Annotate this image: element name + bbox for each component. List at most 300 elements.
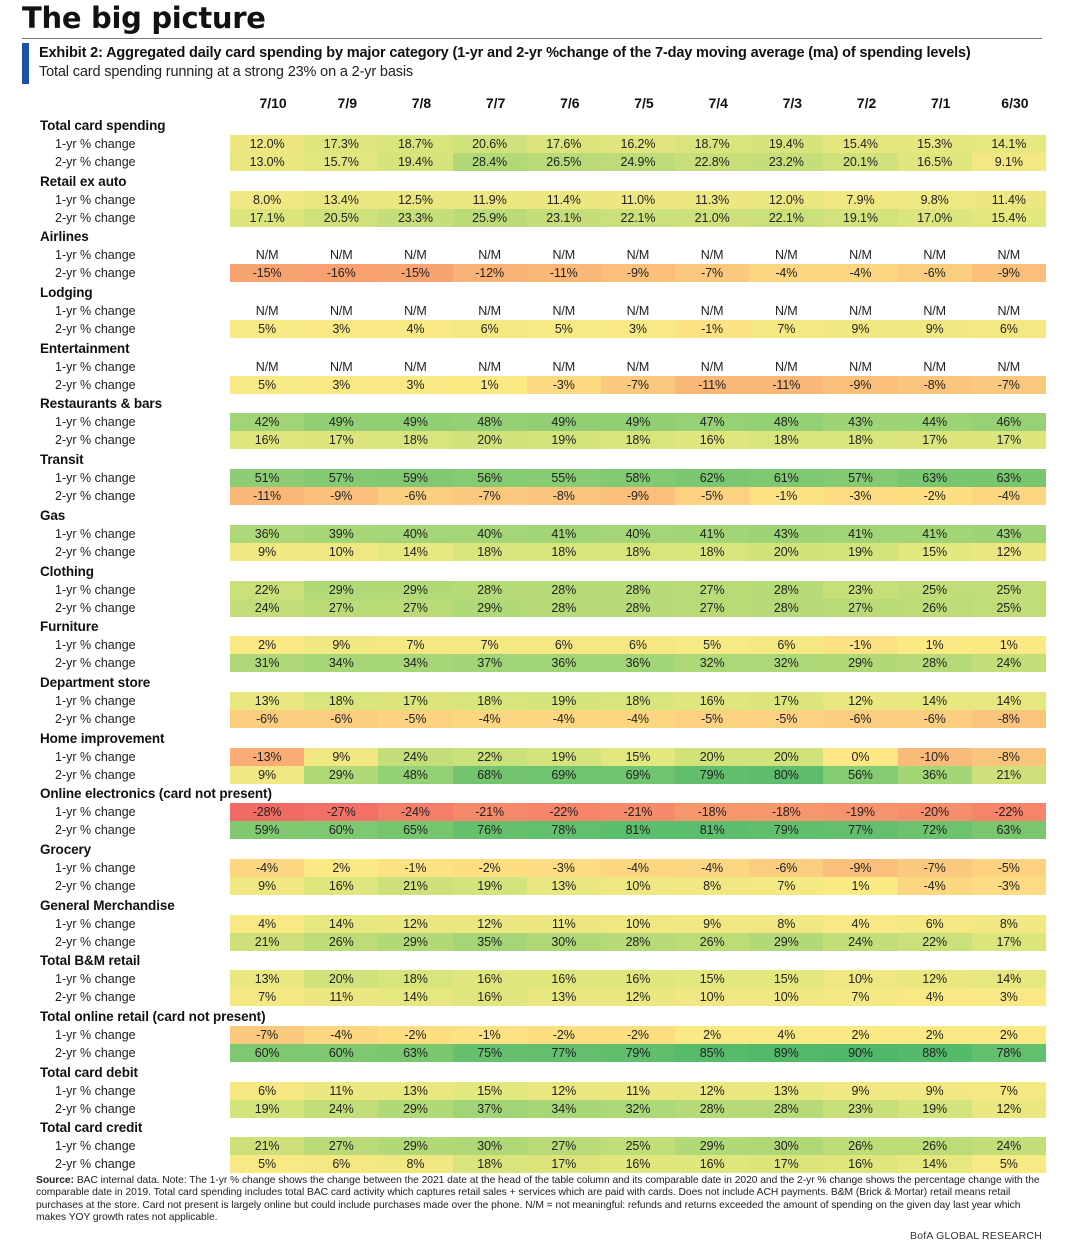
value-cells [230, 581, 1046, 599]
value-cell: N/M [453, 302, 527, 320]
value-cell: 17.1% [230, 209, 304, 227]
value-cells [230, 246, 1046, 264]
value-cell: 8% [972, 915, 1046, 933]
value-cell: 43% [823, 413, 897, 431]
value-cell: 7% [749, 320, 823, 338]
value-cells [230, 821, 1046, 839]
value-cell: -27% [304, 803, 378, 821]
row-label: 1-yr % change [55, 749, 136, 764]
value-cell: 32% [675, 654, 749, 672]
category-block [36, 840, 1046, 896]
value-cell: 19% [527, 748, 601, 766]
value-cell: 27% [378, 599, 452, 617]
value-cell: 30% [527, 933, 601, 951]
value-cell: 1% [972, 636, 1046, 654]
value-cell: 15% [898, 543, 972, 561]
value-cell: -2% [601, 1026, 675, 1044]
value-cell: 17% [749, 692, 823, 710]
value-cell: 20.1% [823, 153, 897, 171]
value-cell: 13% [230, 692, 304, 710]
value-cell: 8% [378, 1155, 452, 1173]
one-year-change-row [36, 859, 1046, 877]
value-cell: 7% [749, 877, 823, 895]
value-cell: 88% [898, 1044, 972, 1062]
category-block [36, 1007, 1046, 1063]
row-label: 2-yr % change [55, 990, 136, 1005]
value-cell: 18% [304, 692, 378, 710]
value-cell: 11% [304, 1082, 378, 1100]
value-cell: 27% [675, 599, 749, 617]
value-cells [230, 525, 1046, 543]
value-cell: 2% [898, 1026, 972, 1044]
two-year-change-row [36, 543, 1046, 561]
row-label: 1-yr % change [55, 1139, 136, 1154]
value-cell: -3% [527, 376, 601, 394]
row-label: 2-yr % change [55, 433, 136, 448]
value-cell: N/M [601, 302, 675, 320]
value-cell: 15.4% [823, 135, 897, 153]
value-cell: 11.9% [453, 191, 527, 209]
value-cell: 18% [823, 431, 897, 449]
row-label: 2-yr % change [55, 823, 136, 838]
value-cell: -6% [898, 264, 972, 282]
value-cell: -4% [601, 710, 675, 728]
value-cell: 26.5% [527, 153, 601, 171]
value-cell: 72% [898, 821, 972, 839]
value-cells [230, 413, 1046, 431]
row-label: 1-yr % change [55, 805, 136, 820]
value-cell: 24% [304, 1100, 378, 1118]
value-cell: N/M [230, 358, 304, 376]
value-cell: 25.9% [453, 209, 527, 227]
value-cell: 16% [601, 970, 675, 988]
value-cells [230, 209, 1046, 227]
value-cells [230, 320, 1046, 338]
value-cell: 12.0% [230, 135, 304, 153]
value-cell: 16% [675, 1155, 749, 1173]
value-cell: 48% [749, 413, 823, 431]
row-label: 1-yr % change [55, 137, 136, 151]
value-cell: 13% [378, 1082, 452, 1100]
row-label: 1-yr % change [55, 1083, 136, 1098]
value-cell: 37% [453, 1100, 527, 1118]
value-cell: N/M [823, 358, 897, 376]
value-cell: 3% [304, 376, 378, 394]
value-cell: 17.0% [898, 209, 972, 227]
value-cell: 35% [453, 933, 527, 951]
value-cell: 15.7% [304, 153, 378, 171]
value-cell: 14% [972, 970, 1046, 988]
value-cell: 79% [601, 1044, 675, 1062]
value-cell: 39% [304, 525, 378, 543]
value-cell: -5% [675, 710, 749, 728]
brand-label: BofA GLOBAL RESEARCH [910, 1230, 1042, 1242]
value-cell: 56% [453, 469, 527, 487]
value-cell: 41% [898, 525, 972, 543]
value-cell: 49% [601, 413, 675, 431]
value-cell: 79% [675, 766, 749, 784]
value-cells [230, 376, 1046, 394]
row-label: 2-yr % change [55, 544, 136, 559]
value-cells [230, 636, 1046, 654]
row-label: 1-yr % change [55, 972, 136, 987]
value-cell: 68% [453, 766, 527, 784]
value-cell: -18% [749, 803, 823, 821]
value-cell: 12% [972, 543, 1046, 561]
two-year-change-row [36, 1155, 1046, 1173]
value-cell: 14% [898, 692, 972, 710]
value-cell: 60% [230, 1044, 304, 1062]
value-cell: 26% [823, 1137, 897, 1155]
value-cell: -8% [972, 748, 1046, 766]
value-cell: 25% [601, 1137, 675, 1155]
row-label: 2-yr % change [55, 489, 136, 504]
one-year-change-row [36, 803, 1046, 821]
category-block [36, 951, 1046, 1007]
value-cells [230, 877, 1046, 895]
one-year-change-row [36, 469, 1046, 487]
value-cell: 55% [527, 469, 601, 487]
value-cell: 3% [304, 320, 378, 338]
value-cell: 12% [527, 1082, 601, 1100]
value-cells [230, 599, 1046, 617]
value-cell: 19.1% [823, 209, 897, 227]
value-cell: 17% [972, 431, 1046, 449]
value-cells [230, 1100, 1046, 1118]
value-cell: 21.0% [675, 209, 749, 227]
page-title: The big picture [22, 1, 266, 35]
value-cell: N/M [972, 302, 1046, 320]
value-cell: 6% [972, 320, 1046, 338]
value-cell: 19% [527, 431, 601, 449]
value-cell: 75% [453, 1044, 527, 1062]
value-cell: 22% [898, 933, 972, 951]
column-header-date: 7/2 [856, 95, 877, 111]
value-cell: 12% [378, 915, 452, 933]
value-cell: 16% [304, 877, 378, 895]
value-cell: 21% [230, 933, 304, 951]
value-cell: 7% [823, 988, 897, 1006]
value-cell: 9% [823, 1082, 897, 1100]
value-cell: 12.0% [749, 191, 823, 209]
value-cell: 9% [230, 877, 304, 895]
value-cell: N/M [453, 358, 527, 376]
row-label: 2-yr % change [55, 155, 136, 169]
value-cell: 20% [453, 431, 527, 449]
value-cell: 9% [823, 320, 897, 338]
value-cell: 27% [527, 1137, 601, 1155]
column-header-date: 7/9 [337, 95, 357, 111]
row-label: 1-yr % change [55, 693, 136, 708]
value-cell: -9% [304, 487, 378, 505]
row-label: 1-yr % change [55, 248, 136, 263]
value-cell: 5% [230, 1155, 304, 1173]
two-year-change-row [36, 988, 1046, 1006]
value-cell: 18% [527, 543, 601, 561]
value-cell: 25% [972, 581, 1046, 599]
value-cell: 17% [749, 1155, 823, 1173]
value-cell: -11% [675, 376, 749, 394]
value-cell: 9% [304, 636, 378, 654]
value-cells [230, 264, 1046, 282]
one-year-change-row [36, 636, 1046, 654]
value-cells [230, 469, 1046, 487]
value-cell: -21% [601, 803, 675, 821]
value-cell: 19% [898, 1100, 972, 1118]
value-cells [230, 1155, 1046, 1173]
two-year-change-row [36, 320, 1046, 338]
value-cell: 6% [230, 1082, 304, 1100]
value-cells [230, 431, 1046, 449]
value-cell: 21% [378, 877, 452, 895]
value-cell: -4% [972, 487, 1046, 505]
value-cell: 18% [601, 692, 675, 710]
value-cell: 9.8% [898, 191, 972, 209]
value-cell: -4% [230, 859, 304, 877]
value-cell: 20.6% [453, 135, 527, 153]
value-cell: 10% [823, 970, 897, 988]
value-cell: 1% [898, 636, 972, 654]
row-label: 2-yr % change [55, 711, 136, 726]
value-cell: 5% [527, 320, 601, 338]
category-title: Transit [40, 452, 84, 468]
value-cell: 16.5% [898, 153, 972, 171]
value-cell: 36% [527, 654, 601, 672]
value-cell: N/M [378, 358, 452, 376]
one-year-change-row [36, 748, 1046, 766]
value-cell: 5% [972, 1155, 1046, 1173]
value-cell: 29% [675, 1137, 749, 1155]
category-block [36, 673, 1046, 729]
value-cell: 5% [230, 320, 304, 338]
value-cell: N/M [749, 246, 823, 264]
value-cell: N/M [749, 358, 823, 376]
value-cell: 76% [453, 821, 527, 839]
value-cell: 19% [453, 877, 527, 895]
value-cell: 26% [304, 933, 378, 951]
value-cell: 10% [304, 543, 378, 561]
value-cell: N/M [823, 246, 897, 264]
value-cell: 10% [601, 915, 675, 933]
value-cell: 15% [675, 970, 749, 988]
value-cell: 7% [378, 636, 452, 654]
value-cell: -9% [823, 859, 897, 877]
value-cell: 59% [230, 821, 304, 839]
value-cell: 9.1% [972, 153, 1046, 171]
value-cell: N/M [453, 246, 527, 264]
value-cell: 77% [527, 1044, 601, 1062]
value-cell: 14% [378, 988, 452, 1006]
value-cell: 16% [230, 431, 304, 449]
value-cell: -9% [972, 264, 1046, 282]
value-cell: 59% [378, 469, 452, 487]
value-cell: 25% [898, 581, 972, 599]
category-block [36, 450, 1046, 506]
value-cell: 41% [823, 525, 897, 543]
row-label: 2-yr % change [55, 878, 136, 893]
value-cell: 49% [527, 413, 601, 431]
value-cell: 26% [898, 1137, 972, 1155]
value-cell: N/M [304, 302, 378, 320]
value-cell: 19% [527, 692, 601, 710]
value-cell: 4% [823, 915, 897, 933]
value-cell: 17% [527, 1155, 601, 1173]
value-cell: 28% [601, 933, 675, 951]
value-cell: 16% [527, 970, 601, 988]
exhibit-subtitle: Total card spending running at a strong 23% on a 2-yr basis [39, 64, 414, 80]
value-cell: 23% [823, 1100, 897, 1118]
row-label: 2-yr % change [55, 1157, 136, 1172]
category-title: Clothing [40, 563, 94, 579]
value-cell: 65% [378, 821, 452, 839]
value-cell: 47% [675, 413, 749, 431]
value-cell: 19.4% [378, 153, 452, 171]
value-cell: 1% [823, 877, 897, 895]
value-cell: 8.0% [230, 191, 304, 209]
value-cell: -5% [675, 487, 749, 505]
one-year-change-row [36, 246, 1046, 264]
value-cell: -7% [230, 1026, 304, 1044]
row-label: 1-yr % change [55, 415, 136, 430]
value-cell: 17.6% [527, 135, 601, 153]
value-cell: -2% [378, 1026, 452, 1044]
value-cell: 14% [898, 1155, 972, 1173]
value-cell: 57% [823, 469, 897, 487]
category-block [36, 283, 1046, 339]
row-label: 2-yr % change [55, 656, 136, 671]
value-cell: 78% [972, 1044, 1046, 1062]
value-cell: 6% [898, 915, 972, 933]
value-cell: 51% [230, 469, 304, 487]
value-cell: N/M [675, 358, 749, 376]
value-cell: 29% [378, 1137, 452, 1155]
value-cell: 18% [675, 543, 749, 561]
value-cells [230, 153, 1046, 171]
row-label: 1-yr % change [55, 192, 136, 207]
value-cell: 17% [378, 692, 452, 710]
value-cell: 18% [453, 543, 527, 561]
value-cell: -6% [304, 710, 378, 728]
value-cell: 85% [675, 1044, 749, 1062]
value-cell: -5% [749, 710, 823, 728]
value-cell: 29% [453, 599, 527, 617]
one-year-change-row [36, 1026, 1046, 1044]
row-label: 2-yr % change [55, 210, 136, 225]
value-cell: 34% [304, 654, 378, 672]
value-cell: 28% [601, 581, 675, 599]
value-cell: N/M [527, 246, 601, 264]
value-cell: 22.8% [675, 153, 749, 171]
value-cells [230, 1082, 1046, 1100]
value-cell: 44% [898, 413, 972, 431]
value-cell: -3% [972, 877, 1046, 895]
value-cell: -4% [304, 1026, 378, 1044]
value-cell: 23.3% [378, 209, 452, 227]
value-cell: 0% [823, 748, 897, 766]
value-cells [230, 803, 1046, 821]
value-cell: 18% [601, 431, 675, 449]
value-cells [230, 358, 1046, 376]
value-cell: 29% [749, 933, 823, 951]
value-cell: -5% [378, 710, 452, 728]
value-cell: -10% [898, 748, 972, 766]
column-header-date: 6/30 [1001, 95, 1029, 111]
value-cell: 18% [453, 692, 527, 710]
value-cells [230, 302, 1046, 320]
value-cell: 29% [304, 581, 378, 599]
date-header-row [36, 92, 1046, 116]
value-cell: -9% [601, 487, 675, 505]
category-title: Total card credit [40, 1120, 143, 1136]
value-cell: -7% [898, 859, 972, 877]
value-cells [230, 748, 1046, 766]
value-cell: 9% [230, 543, 304, 561]
value-cell: 5% [675, 636, 749, 654]
value-cell: -4% [601, 859, 675, 877]
category-title: Furniture [40, 619, 99, 635]
value-cell: 27% [304, 599, 378, 617]
value-cell: 49% [304, 413, 378, 431]
value-cell: 60% [304, 821, 378, 839]
value-cell: N/M [230, 302, 304, 320]
value-cell: 20.5% [304, 209, 378, 227]
column-header-date: 7/3 [782, 95, 803, 111]
value-cells [230, 487, 1046, 505]
value-cell: -22% [972, 803, 1046, 821]
value-cells [230, 1137, 1046, 1155]
value-cell: 29% [823, 654, 897, 672]
category-title: Grocery [40, 841, 92, 857]
value-cell: 16% [453, 970, 527, 988]
row-label: 2-yr % change [55, 934, 136, 949]
value-cell: 15% [601, 748, 675, 766]
value-cell: 7% [972, 1082, 1046, 1100]
exhibit-title: Exhibit 2: Aggregated daily card spending by major category (1-yr and 2-yr %change of the 7-day moving average (ma) of spending levels) [39, 45, 971, 61]
value-cell: -9% [823, 376, 897, 394]
value-cell: 28% [601, 599, 675, 617]
category-block [36, 172, 1046, 228]
value-cell: 6% [527, 636, 601, 654]
value-cell: 28.4% [453, 153, 527, 171]
value-cell: 13% [527, 877, 601, 895]
value-cell: 20% [749, 543, 823, 561]
value-cell: N/M [601, 246, 675, 264]
value-cell: 9% [304, 748, 378, 766]
value-cell: 13.0% [230, 153, 304, 171]
value-cell: 11.4% [972, 191, 1046, 209]
value-cells [230, 654, 1046, 672]
two-year-change-row [36, 654, 1046, 672]
value-cell: 18.7% [675, 135, 749, 153]
value-cell: 11% [601, 1082, 675, 1100]
value-cell: N/M [304, 246, 378, 264]
value-cell: 24.9% [601, 153, 675, 171]
value-cell: -11% [527, 264, 601, 282]
value-cell: -11% [749, 376, 823, 394]
value-cell: 28% [527, 581, 601, 599]
value-cell: N/M [304, 358, 378, 376]
value-cell: 89% [749, 1044, 823, 1062]
one-year-change-row [36, 302, 1046, 320]
value-cell: 2% [230, 636, 304, 654]
category-title: Restaurants & bars [40, 396, 162, 412]
value-cell: 6% [749, 636, 823, 654]
value-cell: 13% [527, 988, 601, 1006]
value-cell: -28% [230, 803, 304, 821]
row-label: 1-yr % change [55, 359, 136, 374]
row-label: 1-yr % change [55, 471, 136, 486]
value-cell: 80% [749, 766, 823, 784]
